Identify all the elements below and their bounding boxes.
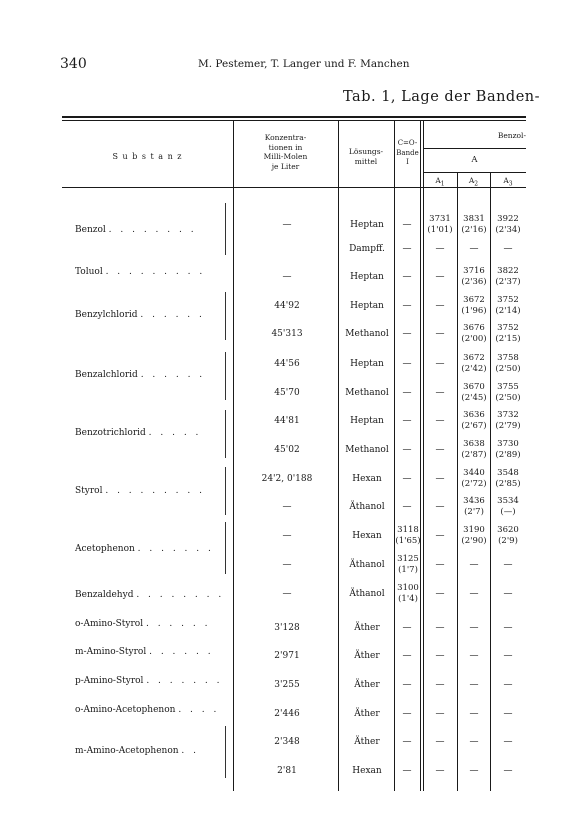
group-brace [225, 292, 232, 340]
band-a2-cell [464, 623, 484, 633]
solvent-cell: Äther [354, 680, 380, 690]
band-a2-cell [458, 439, 490, 461]
band-a3-cell-line: (2'15) [495, 334, 521, 344]
band-a2-cell-line: — [469, 560, 479, 570]
band-a2-cell-line: (2'16) [461, 225, 487, 235]
solvent-cell: Äthanol [349, 502, 385, 512]
band-a1-cell [430, 301, 450, 311]
substance-name: Acetophenon . . . . . . . [75, 544, 214, 554]
solvent-cell: Äther [354, 623, 380, 633]
co-band-cell: — [402, 388, 412, 398]
band-a1-cell-line: — [435, 560, 445, 570]
band-a1-cell-line: — [435, 589, 445, 599]
band-a3-cell [498, 623, 518, 633]
solvent-cell: Heptan [350, 416, 384, 426]
col-header-a1: $A_1$ [435, 176, 445, 188]
col-header-a2: $A_2$ [468, 176, 479, 188]
band-a3-cell [498, 651, 518, 661]
co-band-cell: — [402, 737, 412, 747]
band-a3-cell [498, 709, 518, 719]
co-band-cell: — [402, 445, 412, 455]
solvent-cell: Äthanol [349, 560, 385, 570]
band-a2-cell [458, 525, 490, 547]
concentration-cell: 2'971 [274, 651, 300, 661]
band-a2-cell-line: 3676 [463, 323, 485, 333]
band-a2-cell-line: — [469, 737, 479, 747]
band-a3-cell [498, 244, 518, 254]
group-brace [225, 522, 232, 574]
band-a1-cell [430, 329, 450, 339]
band-a3-cell-line: 3758 [497, 353, 519, 363]
concentration-cell: 3'255 [274, 680, 300, 690]
co-band-cell-line: 3100 [397, 583, 419, 593]
band-a1-cell [430, 272, 450, 282]
group-brace [225, 726, 232, 778]
solvent-cell: Hexan [352, 766, 382, 776]
band-a2-cell [458, 496, 490, 518]
solvent-cell: Methanol [345, 445, 389, 455]
band-a1-cell-line: — [435, 329, 445, 339]
group-brace [225, 203, 232, 255]
band-a1-cell [430, 359, 450, 369]
band-a1-cell-line: — [435, 680, 445, 690]
band-a3-cell [492, 496, 524, 518]
solvent-cell: Äther [354, 737, 380, 747]
band-a1-cell-line: 3731 [429, 214, 451, 224]
band-a3-cell-line: (2'37) [495, 277, 521, 287]
co-band-cell: — [402, 623, 412, 633]
band-a1-cell [430, 244, 450, 254]
solvent-cell: Äthanol [349, 589, 385, 599]
concentration-cell: 44'81 [274, 416, 300, 426]
concentration-cell: 45'02 [274, 445, 300, 455]
col-divider-konz [338, 121, 339, 791]
substance-name: Benzalchlorid . . . . . . [75, 370, 206, 380]
band-a1-cell-line: — [435, 474, 445, 484]
band-a3-cell [498, 766, 518, 776]
band-a2-cell [464, 737, 484, 747]
col-divider-a2 [490, 172, 491, 791]
band-a1-cell-line: — [435, 531, 445, 541]
band-a1-cell [430, 766, 450, 776]
band-a2-cell-line: 3716 [463, 266, 485, 276]
band-a1-cell [424, 214, 456, 236]
solvent-cell: Methanol [345, 329, 389, 339]
band-a3-cell-line: — [503, 766, 513, 776]
co-band-cell: — [402, 220, 412, 230]
band-a3-cell-line: 3548 [497, 468, 519, 478]
co-band-cell: — [402, 301, 412, 311]
col-divider-solvent [394, 121, 395, 791]
band-a2-cell [464, 589, 484, 599]
band-a2-cell-line: 3436 [463, 496, 485, 506]
concentration-cell: 2'81 [277, 766, 297, 776]
band-a3-cell [492, 266, 524, 288]
a-group-underline [423, 172, 526, 173]
substance-name: o-Amino-Styrol . . . . . . [75, 619, 211, 629]
co-band-cell: — [402, 502, 412, 512]
col-header-substanz: S u b s t a n z [112, 152, 183, 161]
band-a3-cell-line: 3752 [497, 295, 519, 305]
concentration-cell: 44'56 [274, 359, 300, 369]
band-a3-cell-line: (2'34) [495, 225, 521, 235]
band-a3-cell-line: — [503, 737, 513, 747]
band-a3-cell-line: — [503, 623, 513, 633]
band-a3-cell-line: (2'89) [495, 450, 521, 460]
band-a2-cell [464, 244, 484, 254]
band-a1-cell [430, 737, 450, 747]
band-a1-cell [430, 589, 450, 599]
band-a1-cell [430, 680, 450, 690]
band-a1-cell [430, 651, 450, 661]
band-a3-cell-line: — [503, 709, 513, 719]
band-a1-cell-line: — [435, 623, 445, 633]
concentration-cell: — [282, 272, 292, 282]
running-header-authors: M. Pestemer, T. Langer und F. Manchen [198, 58, 410, 70]
band-a2-cell-line: — [469, 709, 479, 719]
band-a2-cell-line: (1'96) [461, 306, 487, 316]
band-a2-cell [458, 214, 490, 236]
top-rule [62, 116, 526, 118]
band-a3-cell-line: — [503, 244, 513, 254]
band-a3-cell-line: 3534 [497, 496, 519, 506]
band-a2-cell-line: 3636 [463, 410, 485, 420]
band-a2-cell-line: 3672 [463, 295, 485, 305]
table-title: Tab. 1, Lage der Banden- [343, 89, 541, 105]
band-a1-cell-line: — [435, 416, 445, 426]
co-band-cell: — [402, 272, 412, 282]
col-header-loesungsmittel: Lösungs- mittel [348, 147, 384, 166]
band-a2-cell [464, 680, 484, 690]
concentration-cell: 2'348 [274, 737, 300, 747]
band-a2-cell [458, 382, 490, 404]
co-band-cell-line: 3118 [397, 525, 419, 535]
band-a3-cell-line: (2'9) [498, 536, 518, 546]
benzol-underline [423, 148, 526, 149]
band-a3-cell [498, 589, 518, 599]
substance-name: Benzaldehyd . . . . . . . . [75, 590, 225, 600]
band-a1-cell [430, 531, 450, 541]
col-header-konzentration: Konzentra- tionen in Milli-Molen je Liter [263, 133, 308, 171]
solvent-cell: Heptan [350, 220, 384, 230]
band-a2-cell [458, 266, 490, 288]
band-a2-cell-line: 3440 [463, 468, 485, 478]
concentration-cell: 2'446 [274, 709, 300, 719]
substance-name: Benzotrichlorid . . . . . [75, 428, 202, 438]
band-a1-cell [430, 560, 450, 570]
band-a2-cell [458, 323, 490, 345]
band-a3-cell-line: (—) [500, 507, 516, 517]
co-band-cell: — [402, 474, 412, 484]
concentration-cell: 45'313 [271, 329, 303, 339]
co-band-cell: — [402, 329, 412, 339]
band-a1-cell-line: — [435, 388, 445, 398]
group-brace [225, 410, 232, 458]
solvent-cell: Heptan [350, 301, 384, 311]
solvent-cell: Äther [354, 651, 380, 661]
concentration-cell: 3'128 [274, 623, 300, 633]
band-a1-cell [430, 502, 450, 512]
substance-name: Benzylchlorid . . . . . . [75, 310, 205, 320]
co-band-cell-line: (1'4) [398, 594, 418, 604]
col-header-co-bande: C=O- Bande I [396, 139, 419, 166]
band-a1-cell [430, 709, 450, 719]
col-divider-substanz [233, 121, 234, 791]
co-band-cell-line: (1'65) [395, 536, 421, 546]
band-a1-cell [430, 623, 450, 633]
substance-name: o-Amino-Acetophenon . . . . [75, 705, 220, 715]
substance-name: p-Amino-Styrol . . . . . . . [75, 676, 223, 686]
col-divider-co [420, 121, 421, 791]
band-a3-cell-line: (2'50) [495, 364, 521, 374]
band-a1-cell-line: — [435, 272, 445, 282]
co-band-cell: — [402, 766, 412, 776]
band-a2-cell-line: — [469, 623, 479, 633]
concentration-cell: 44'92 [274, 301, 300, 311]
co-band-cell: — [402, 680, 412, 690]
concentration-cell: — [282, 560, 292, 570]
concentration-cell: 45'70 [274, 388, 300, 398]
band-a2-cell-line: — [469, 589, 479, 599]
substance-name: m-Amino-Styrol . . . . . . [75, 647, 214, 657]
band-a2-cell-line: (2'36) [461, 277, 487, 287]
band-a3-cell-line: 3752 [497, 323, 519, 333]
band-a1-cell [430, 474, 450, 484]
band-a2-cell [464, 709, 484, 719]
band-a3-cell-line: 3730 [497, 439, 519, 449]
concentration-cell: — [282, 589, 292, 599]
solvent-cell: Dampff. [349, 244, 385, 254]
band-a2-cell-line: (2'45) [461, 393, 487, 403]
band-a1-cell [430, 445, 450, 455]
top-rule-thin [62, 120, 526, 121]
band-a3-cell-line: 3620 [497, 525, 519, 535]
band-a2-cell-line: 3831 [463, 214, 485, 224]
band-a3-cell [492, 382, 524, 404]
band-a3-cell [498, 737, 518, 747]
group-brace [225, 352, 232, 400]
band-a1-cell-line: — [435, 359, 445, 369]
band-a2-cell [458, 353, 490, 375]
group-brace [225, 467, 232, 515]
band-a2-cell-line: (2'00) [461, 334, 487, 344]
band-a1-cell-line: — [435, 445, 445, 455]
band-a3-cell [492, 525, 524, 547]
band-a2-cell-line: (2'90) [461, 536, 487, 546]
band-a2-cell [458, 468, 490, 490]
band-a3-cell-line: 3755 [497, 382, 519, 392]
col-header-a-group: A [471, 155, 478, 165]
solvent-cell: Hexan [352, 531, 382, 541]
band-a2-cell-line: (2'87) [461, 450, 487, 460]
band-a3-cell [492, 410, 524, 432]
band-a2-cell-line: (2'7) [464, 507, 484, 517]
band-a1-cell-line: — [435, 651, 445, 661]
band-a3-cell-line: — [503, 560, 513, 570]
band-a2-cell [458, 295, 490, 317]
band-a3-cell [498, 680, 518, 690]
substance-name: Toluol . . . . . . . . . [75, 267, 206, 277]
band-a1-cell-line: — [435, 766, 445, 776]
band-a3-cell-line: (2'85) [495, 479, 521, 489]
substance-name: Benzol . . . . . . . . [75, 225, 197, 235]
band-a2-cell-line: — [469, 680, 479, 690]
band-a1-cell-line: — [435, 709, 445, 719]
band-a2-cell [464, 651, 484, 661]
substance-name: m-Amino-Acetophenon . . [75, 746, 200, 756]
band-a3-cell-line: (2'14) [495, 306, 521, 316]
band-a2-cell-line: (2'42) [461, 364, 487, 374]
solvent-cell: Äther [354, 709, 380, 719]
band-a3-cell-line: 3732 [497, 410, 519, 420]
band-a2-cell-line: 3638 [463, 439, 485, 449]
band-a2-cell-line: 3672 [463, 353, 485, 363]
co-band-cell: — [402, 709, 412, 719]
co-band-cell: — [402, 416, 412, 426]
co-band-cell [392, 554, 424, 576]
band-a1-cell-line: — [435, 244, 445, 254]
col-header-benzol: Benzol- [497, 131, 526, 140]
concentration-cell: — [282, 531, 292, 541]
band-a2-cell-line: — [469, 651, 479, 661]
band-a3-cell [498, 560, 518, 570]
concentration-cell: 24'2, 0'188 [261, 474, 313, 484]
band-a1-cell [430, 388, 450, 398]
band-a2-cell [458, 410, 490, 432]
band-a3-cell-line: (2'50) [495, 393, 521, 403]
band-a2-cell-line: — [469, 244, 479, 254]
co-band-cell [392, 583, 424, 605]
band-a2-cell [464, 560, 484, 570]
band-a2-cell-line: (2'72) [461, 479, 487, 489]
page-number: 340 [60, 56, 87, 72]
band-a2-cell-line: (2'67) [461, 421, 487, 431]
band-a3-cell-line: 3822 [497, 266, 519, 276]
co-band-cell: — [402, 244, 412, 254]
band-a1-cell-line: (1'01) [427, 225, 453, 235]
band-a2-cell-line: 3190 [463, 525, 485, 535]
concentration-cell: — [282, 220, 292, 230]
band-a3-cell [492, 439, 524, 461]
col-header-a3: $A_3$ [503, 176, 513, 188]
solvent-cell: Hexan [352, 474, 382, 484]
band-a2-cell-line: — [469, 766, 479, 776]
band-a3-cell-line: — [503, 651, 513, 661]
co-band-cell-line: 3125 [397, 554, 419, 564]
band-a3-cell [492, 295, 524, 317]
band-a3-cell [492, 323, 524, 345]
solvent-cell: Heptan [350, 359, 384, 369]
band-a1-cell-line: — [435, 301, 445, 311]
substance-name: Styrol . . . . . . . . . [75, 486, 205, 496]
co-band-cell-line: (1'7) [398, 565, 418, 575]
band-a3-cell-line: — [503, 589, 513, 599]
band-a3-cell-line: 3922 [497, 214, 519, 224]
co-band-cell: — [402, 651, 412, 661]
band-a3-cell [492, 353, 524, 375]
band-a2-cell-line: 3670 [463, 382, 485, 392]
co-band-cell [392, 525, 424, 547]
solvent-cell: Methanol [345, 388, 389, 398]
band-a3-cell-line: (2'79) [495, 421, 521, 431]
band-a1-cell-line: — [435, 502, 445, 512]
solvent-cell: Heptan [350, 272, 384, 282]
band-a3-cell-line: — [503, 680, 513, 690]
band-a1-cell [430, 416, 450, 426]
band-a1-cell-line: — [435, 737, 445, 747]
co-band-cell: — [402, 359, 412, 369]
band-a2-cell [464, 766, 484, 776]
band-a3-cell [492, 214, 524, 236]
band-a3-cell [492, 468, 524, 490]
concentration-cell: — [282, 502, 292, 512]
